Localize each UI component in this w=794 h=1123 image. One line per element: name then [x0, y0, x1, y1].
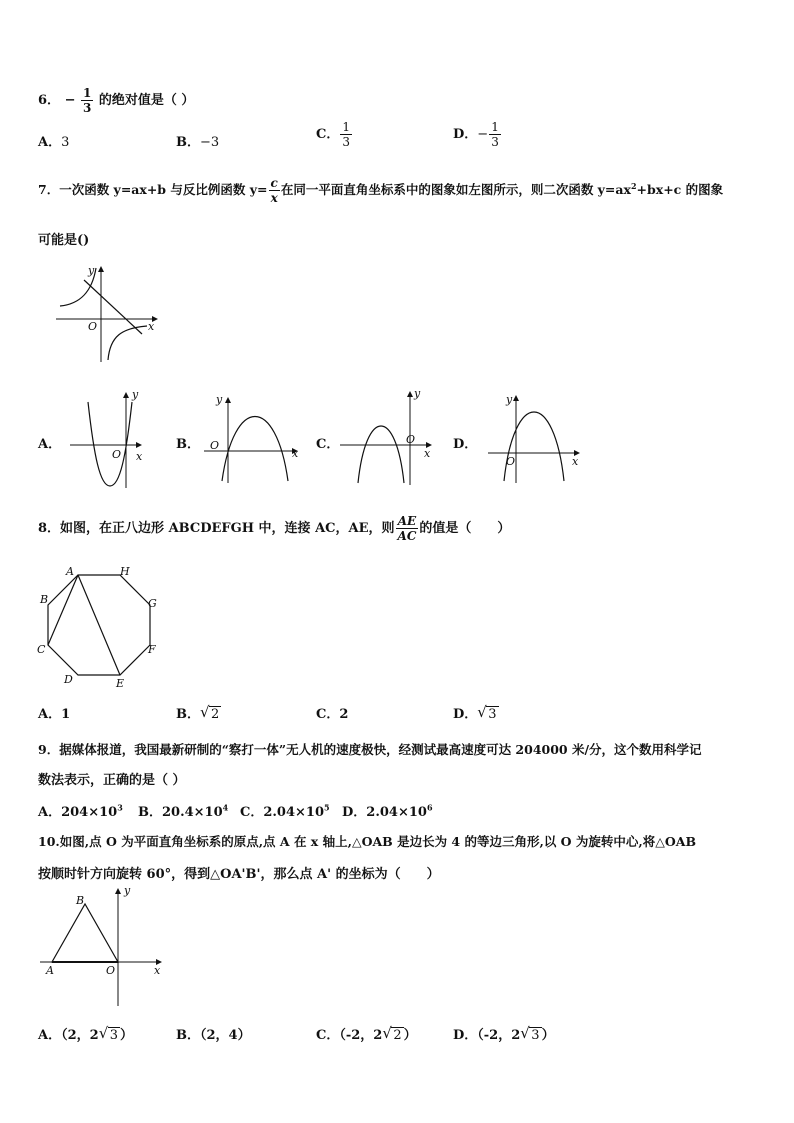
svg-text:x: x	[572, 455, 579, 468]
q7-option-c-graph	[340, 387, 440, 487]
q8-option-a[interactable]: A．1	[38, 707, 71, 722]
svg-text:y: y	[414, 387, 421, 400]
svg-text:x: x	[424, 447, 431, 460]
q8-vertex-e: E	[116, 677, 125, 690]
svg-text:O: O	[210, 439, 220, 452]
q7-ref-o: O	[88, 320, 98, 333]
svg-text:O: O	[506, 455, 516, 468]
svg-text:y: y	[506, 393, 513, 406]
q10-option-a[interactable]: A．（2，2 √ 3 ）	[38, 1024, 133, 1043]
q10-stem-line2: 按顺时针方向旋转 60°，得到△OA'B'，那么点 A' 的坐标为（ ）	[38, 867, 440, 882]
q8-option-d[interactable]: D． √ 3	[453, 703, 497, 722]
q8-vertex-d: D	[64, 673, 73, 686]
q8-option-c[interactable]: C．2	[316, 707, 349, 722]
q6-stem: 6． − $\frac{1}{3}$ 的绝对值是（ ）	[38, 86, 195, 115]
q8-vertex-c: C	[37, 643, 46, 656]
q6-option-b[interactable]: B．−3	[176, 135, 220, 150]
q7-stem-line1: 7．一次函数 y=ax+b 与反比例函数 y= $\frac{c}{x}$ 在同一平面直角坐标系中的图象如左图所示，则二次函数 $y=ax^2+bx+c$ 的图象	[38, 176, 724, 205]
q10-option-b[interactable]: B．（2，4）	[176, 1028, 251, 1043]
q8-vertex-a: A	[66, 565, 74, 578]
q8-vertex-h: H	[120, 565, 130, 578]
q7-option-b-label[interactable]: B．	[176, 437, 200, 452]
q7-option-d-graph	[488, 395, 588, 485]
q10-label-y: y	[124, 884, 131, 897]
svg-text:O: O	[112, 448, 122, 461]
q8-vertex-g: G	[148, 597, 157, 610]
q8-octagon-figure	[36, 565, 166, 695]
q10-label-b: B	[76, 894, 85, 907]
q7-option-c-label[interactable]: C．	[316, 437, 340, 452]
q10-label-a: A	[46, 964, 54, 977]
q7-option-d-label[interactable]: D．	[453, 437, 478, 452]
q6-option-c[interactable]: C． $\frac{1}{3}$	[316, 120, 350, 149]
q8-option-b[interactable]: B． √ 2	[176, 703, 220, 722]
q8-stem: 8．如图，在正八边形 ABCDEFGH 中，连接 AC，AE，则 $\frac{AE}{AC}$ 的值是（ ）	[38, 514, 511, 543]
q10-stem-line1: 10.如图,点 O 为平面直角坐标系的原点,点 A 在 x 轴上,△OAB 是边长为 4 的等边三角形,以 O 为旋转中心,将△OAB	[38, 834, 697, 849]
q10-label-o: O	[106, 964, 116, 977]
q9-option-a[interactable]: A．$204\times 10^3$	[38, 802, 123, 820]
q6-option-a[interactable]: A．3	[38, 135, 70, 150]
q9-stem-line2: 数法表示，正确的是（ ）	[38, 773, 186, 788]
q8-vertex-f: F	[148, 643, 156, 656]
q6-fraction: $\frac{1}{3}$	[83, 86, 92, 115]
q7-ref-y: y	[88, 264, 95, 277]
q9-option-b[interactable]: B．$20.4\times 10^4$	[138, 802, 229, 820]
q9-option-d[interactable]: D．$2.04\times 10^6$	[342, 802, 433, 820]
q8-vertex-b: B	[40, 593, 49, 606]
q7-option-a-graph	[70, 390, 150, 490]
q7-stem-line2: 可能是()	[38, 233, 90, 248]
q9-stem-line1: 9．据媒体报道，我国最新研制的“察打一体”无人机的速度极快，经测试最高速度可达 204000 米/分，这个数用科学记	[38, 742, 702, 757]
q10-triangle-figure	[36, 884, 166, 1009]
q10-option-c[interactable]: C．（-2，2 √ 2 ）	[316, 1024, 417, 1043]
q10-label-x: x	[154, 964, 161, 977]
q7-ref-x: x	[148, 320, 155, 333]
svg-text:x: x	[292, 447, 299, 460]
q6-option-d[interactable]: D．− $\frac{1}{3}$	[453, 120, 499, 149]
q9-option-c[interactable]: C．$2.04\times 10^5$	[240, 802, 330, 820]
q7-option-b-graph	[204, 395, 304, 485]
q10-option-d[interactable]: D．（-2，2 √ 3 ）	[453, 1024, 555, 1043]
q7-option-a-label[interactable]: A．	[38, 437, 62, 452]
svg-text:y: y	[132, 388, 139, 401]
svg-text:x: x	[136, 450, 143, 463]
svg-text:y: y	[216, 393, 223, 406]
q7-reference-graph	[52, 264, 162, 364]
svg-text:O: O	[406, 433, 416, 446]
